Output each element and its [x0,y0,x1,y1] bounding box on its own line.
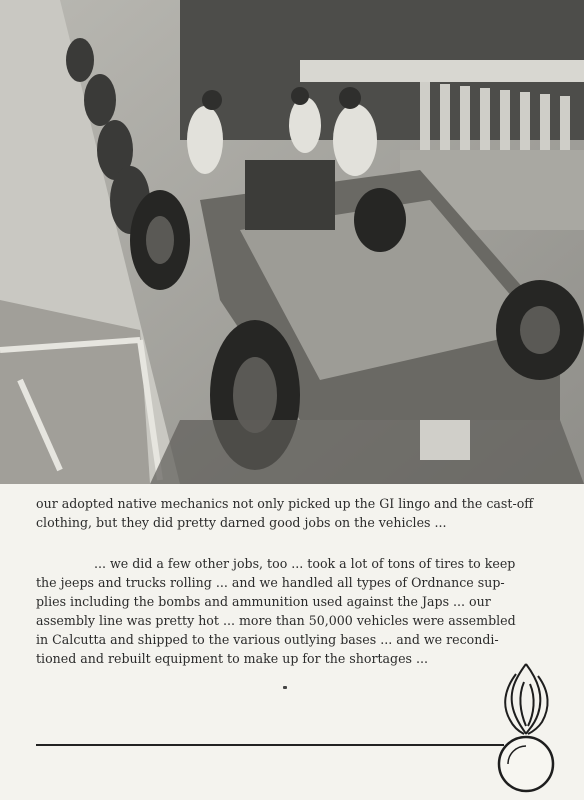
text-line: ... we did a few other jobs, too ... took a lot of tons of tires to keep [94,556,516,571]
text-line: the jeeps and trucks rolling ... and we handled all types of Ordnance sup- [36,575,505,590]
ink-speck [283,686,287,689]
text-line: clothing, but they did pretty darned good jobs on the vehicles ... [36,515,447,530]
text-line: assembly line was pretty hot ... more than 50,000 vehicles were assembled [36,613,516,628]
horizontal-rule [36,744,504,746]
paragraph-mechanics [36,494,548,532]
text-line: tioned and rebuilt equipment to make up for the shortages ... [36,651,429,666]
ordnance-flaming-bomb-icon [494,660,558,794]
text-line: our adopted native mechanics not only picked up the GI lingo and the cast-off [36,496,534,511]
text-line: plies including the bombs and ammunition used against the Japs ... our [36,594,491,609]
paragraph-jobs [36,554,548,668]
text-line: in Calcutta and shipped to the various outlying bases ... and we recondi- [36,632,499,647]
